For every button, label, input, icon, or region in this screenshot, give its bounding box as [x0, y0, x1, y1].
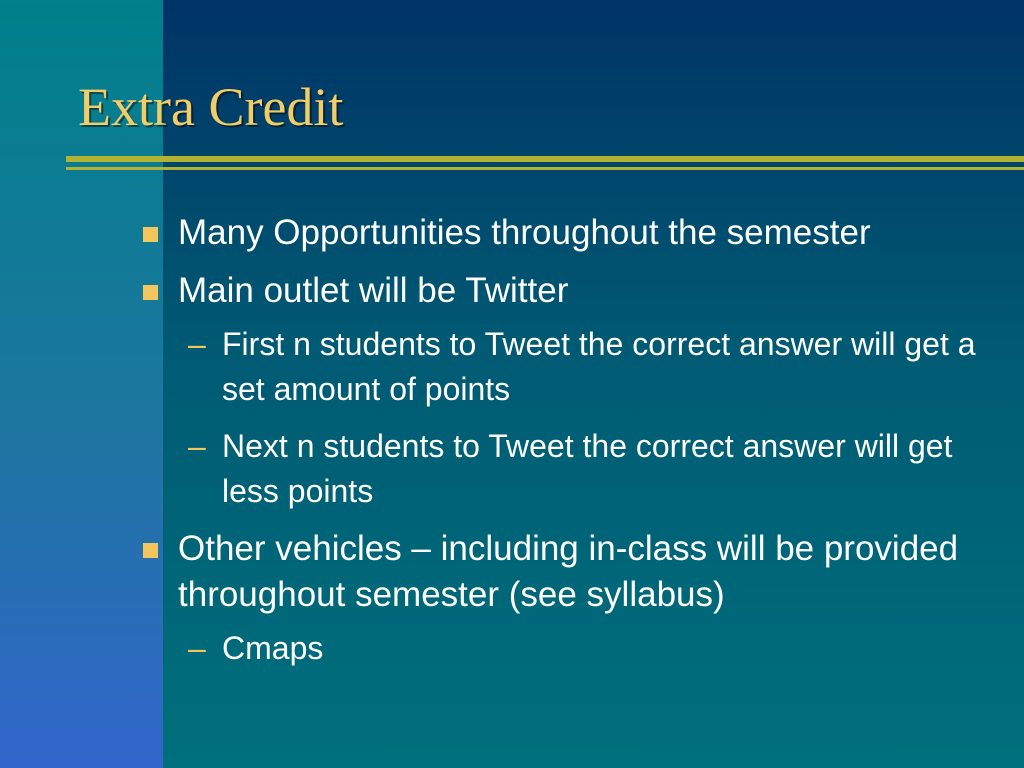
- title-rule-thin: [66, 167, 1024, 170]
- title-rule-thick: [66, 156, 1024, 162]
- sub-bullet-item: [178, 322, 1000, 412]
- slide-title: Extra Credit: [78, 77, 344, 137]
- sub-bullet-item: [178, 424, 1000, 514]
- bullet-text: Main outlet will be Twitter: [178, 271, 569, 310]
- sub-bullet-item: [178, 626, 1000, 671]
- sub-bullet-text: Next n students to Tweet the correct answer will get less points: [222, 428, 953, 509]
- square-bullet-icon: [143, 543, 158, 558]
- bullet-item: [140, 526, 1000, 671]
- bullet-item: [140, 210, 1000, 256]
- bullet-list: [140, 210, 1000, 683]
- square-bullet-icon: [143, 285, 158, 300]
- bullet-item: [140, 268, 1000, 514]
- sub-bullet-list: [178, 322, 1000, 514]
- sub-bullet-text: First n students to Tweet the correct answer will get a set amount of points: [222, 326, 976, 407]
- sub-bullet-list: [178, 626, 1000, 671]
- dash-marker: –: [188, 428, 206, 464]
- dash-marker: –: [188, 326, 206, 362]
- sub-bullet-text: Cmaps: [222, 630, 324, 666]
- dash-marker: –: [188, 630, 206, 666]
- bullet-text: Other vehicles – including in-class will be provided throughout semester (see syllabus): [178, 529, 959, 614]
- square-bullet-icon: [143, 227, 158, 242]
- bullet-text: Many Opportunities throughout the semester: [178, 213, 871, 252]
